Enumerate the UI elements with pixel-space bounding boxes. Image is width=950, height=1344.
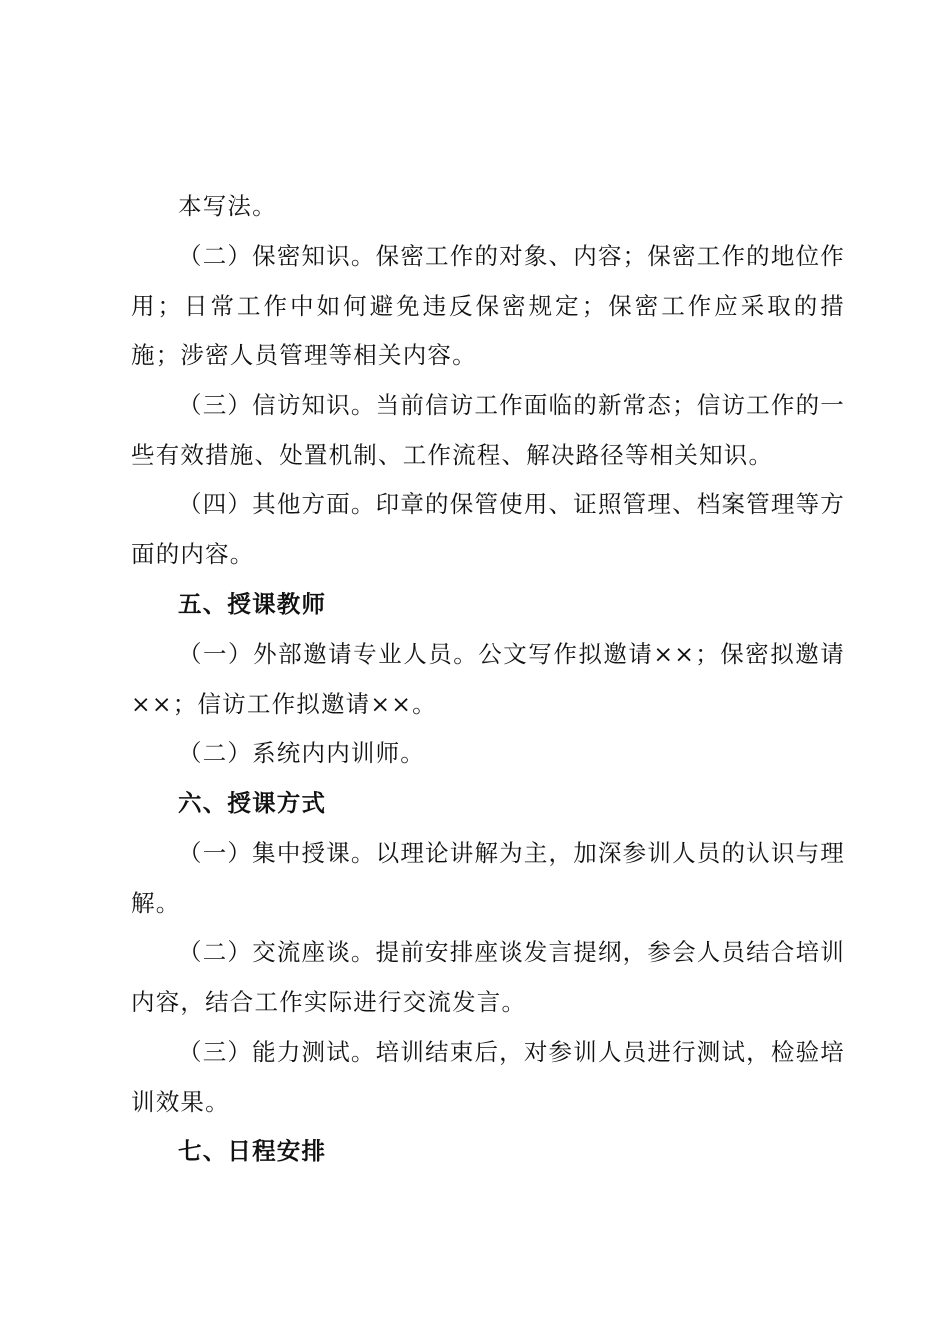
paragraph-other-aspects: （四）其他方面。印章的保管使用、证照管理、档案管理等方面的内容。 bbox=[131, 490, 845, 568]
paragraph-centralized-teaching: （一）集中授课。以理论讲解为主，加深参训人员的认识与理解。 bbox=[131, 839, 845, 917]
paragraph-discussion: （二）交流座谈。提前安排座谈发言提纲，参会人员结合培训内容，结合工作实际进行交流发言。 bbox=[131, 938, 845, 1016]
section-heading-instructors: 五、授课教师 bbox=[178, 590, 327, 618]
paragraph-confidentiality-knowledge: （二）保密知识。保密工作的对象、内容；保密工作的地位作用；日常工作中如何避免违反保密规定；保密工作应采取的措施；涉密人员管理等相关内容。 bbox=[131, 242, 845, 370]
paragraph-external-experts: （一）外部邀请专业人员。公文写作拟邀请××；保密拟邀请××；信访工作拟邀请××。 bbox=[131, 640, 845, 718]
paragraph-internal-trainers: （二）系统内内训师。 bbox=[178, 739, 425, 767]
paragraph-continuation: 本写法。 bbox=[178, 192, 277, 220]
paragraph-petition-knowledge: （三）信访知识。当前信访工作面临的新常态；信访工作的一些有效措施、处置机制、工作流程、解决路径等相关知识。 bbox=[131, 391, 845, 469]
section-heading-teaching-methods: 六、授课方式 bbox=[178, 789, 327, 817]
paragraph-ability-test: （三）能力测试。培训结束后，对参训人员进行测试，检验培训效果。 bbox=[131, 1038, 845, 1116]
section-heading-schedule: 七、日程安排 bbox=[178, 1137, 327, 1165]
